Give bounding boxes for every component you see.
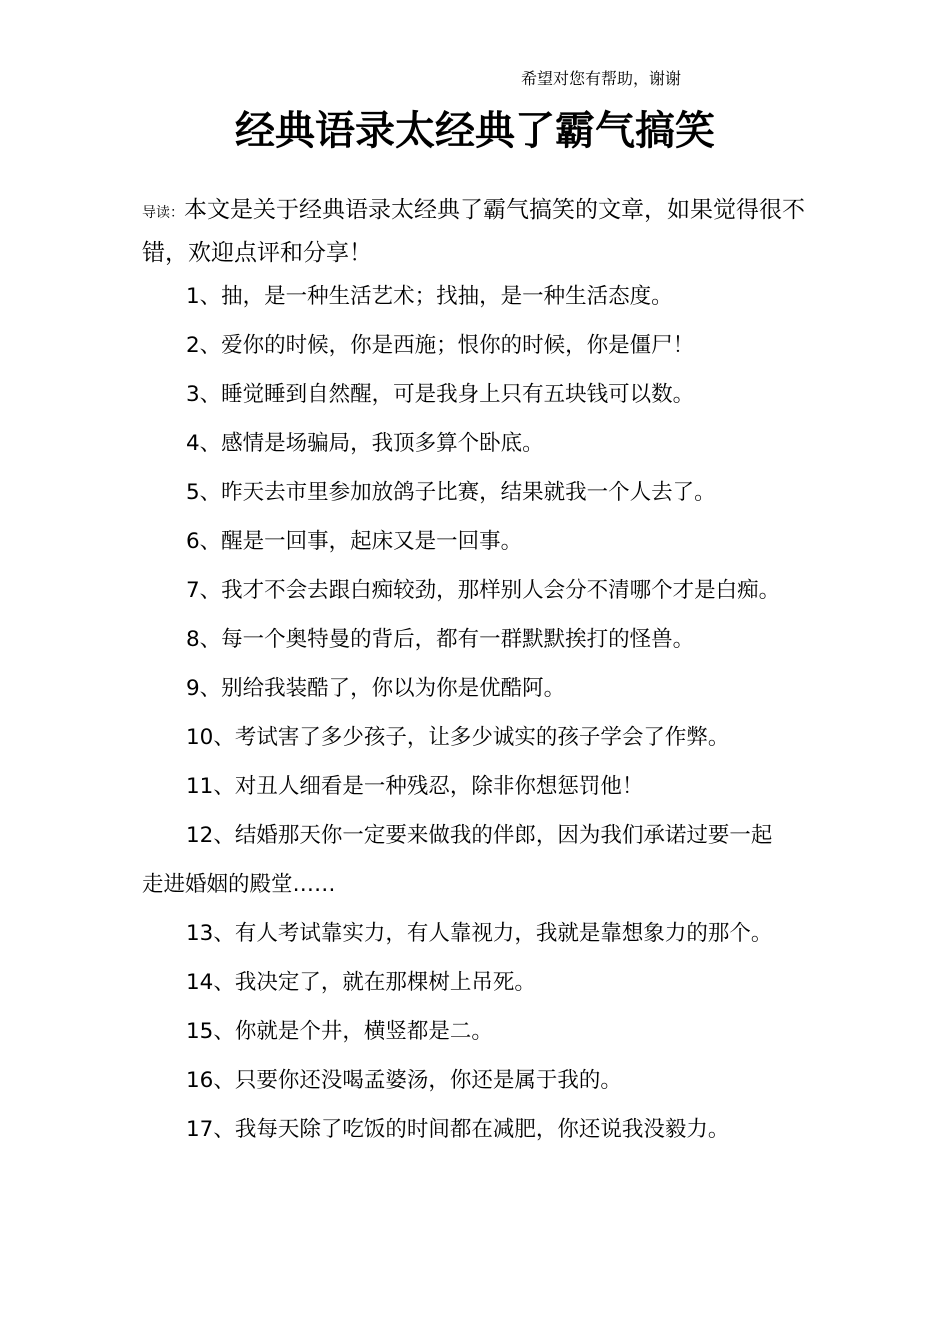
list-item: 7、我才不会去跟白痴较劲，那样别人会分不清哪个才是白痴。 [186, 578, 781, 603]
list-item: 16、只要你还没喝孟婆汤，你还是属于我的。 [186, 1068, 622, 1093]
list-item: 5、昨天去市里参加放鸽子比赛，结果就我一个人去了。 [186, 480, 716, 505]
document-title: 经典语录太经典了霸气搞笑 [235, 108, 715, 154]
list-item: 14、我决定了，就在那棵树上吊死。 [186, 970, 536, 995]
header-note: 希望对您有帮助，谢谢 [521, 69, 682, 88]
list-item: 6、醒是一回事，起床又是一回事。 [186, 529, 523, 554]
list-item: 13、有人考试靠实力，有人靠视力，我就是靠想象力的那个。 [186, 921, 773, 946]
quote-list [142, 281, 810, 1163]
list-item: 2、爱你的时候，你是西施；恨你的时候，你是僵尸！ [186, 333, 695, 358]
list-item-continuation: 走进婚姻的殿堂…… [142, 872, 336, 897]
list-item: 8、每一个奥特曼的背后，都有一群默默挨打的怪兽。 [186, 627, 695, 652]
intro-paragraph [142, 190, 810, 273]
intro-label: 导读： [142, 205, 184, 221]
list-item: 3、睡觉睡到自然醒，可是我身上只有五块钱可以数。 [186, 382, 695, 407]
list-item: 1、抽，是一种生活艺术；找抽，是一种生活态度。 [186, 284, 673, 309]
list-item: 11、对丑人细看是一种残忍，除非你想惩罚他！ [186, 774, 644, 799]
intro-text: 本文是关于经典语录太经典了霸气搞笑的文章，如果觉得很不错，欢迎点评和分享！ [142, 197, 805, 266]
list-item: 4、感情是场骗局，我顶多算个卧底。 [186, 431, 544, 456]
list-item: 10、考试害了多少孩子，让多少诚实的孩子学会了作弊。 [186, 725, 730, 750]
list-item: 15、你就是个井，横竖都是二。 [186, 1019, 493, 1044]
list-item: 17、我每天除了吃饭的时间都在减肥，你还说我没毅力。 [186, 1117, 730, 1142]
list-item: 9、别给我装酷了，你以为你是优酷阿。 [186, 676, 566, 701]
list-item: 12、结婚那天你一定要来做我的伴郎，因为我们承诺过要一起 [186, 823, 773, 848]
